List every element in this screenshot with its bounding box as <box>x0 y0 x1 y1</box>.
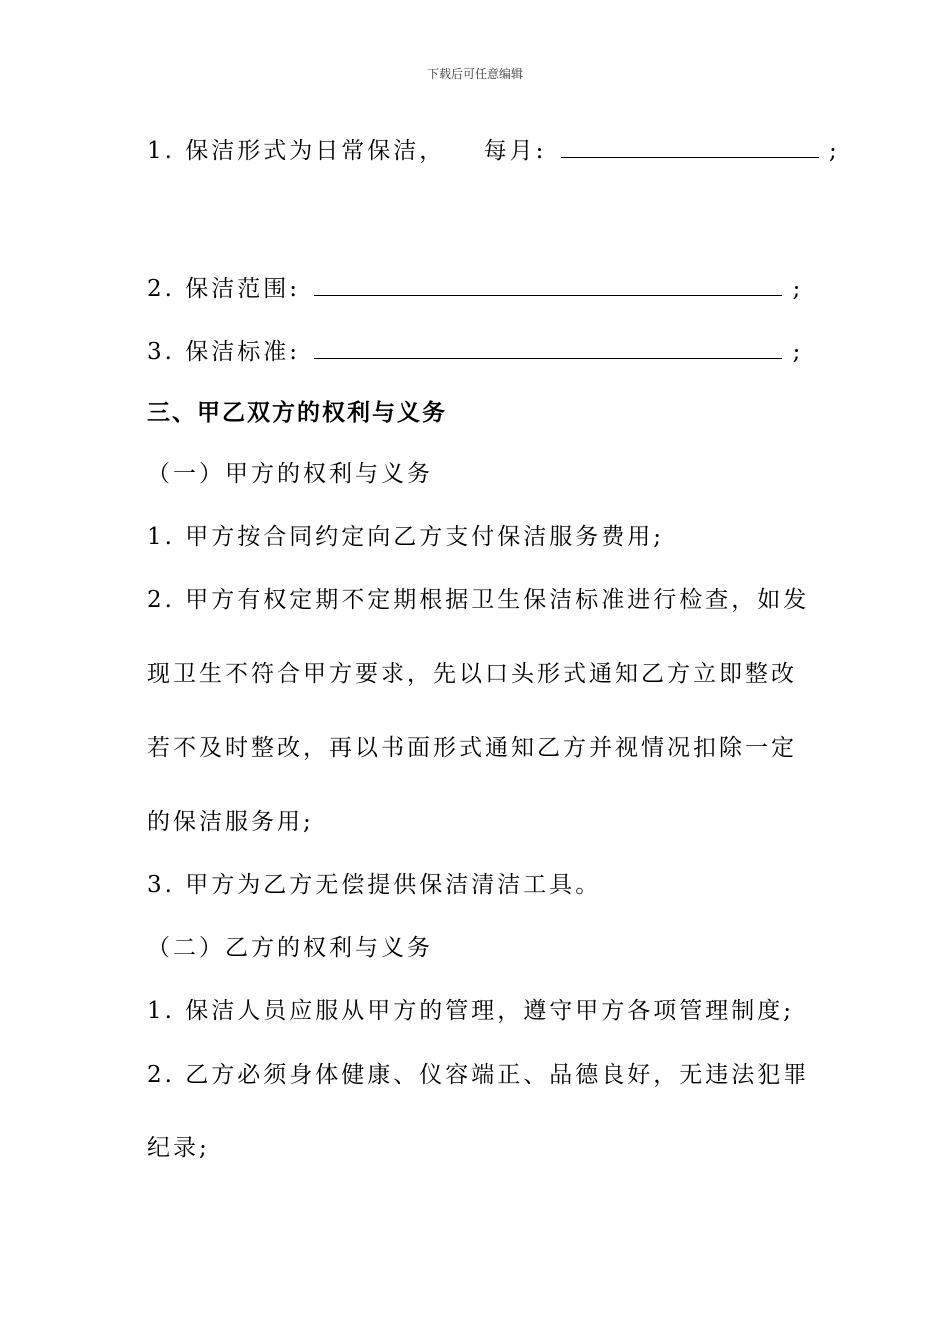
clean-form-end: ; <box>828 138 840 164</box>
party-b-item-2-line-1: 2. 乙方必须身体健康、仪容端正、品德良好，无违法犯罪 <box>147 1062 810 1088</box>
clean-scope-blank <box>314 271 782 296</box>
clean-scope-end: ; <box>792 276 804 302</box>
clean-scope-label: 2. 保洁范围: <box>147 276 301 302</box>
clean-form-label: 1. 保洁形式为日常保洁， <box>147 138 446 164</box>
clean-standard-line <box>147 334 803 369</box>
party-b-item-2-line-2: 纪录; <box>147 1135 210 1161</box>
party-a-item-1: 1. 甲方按合同约定向乙方支付保洁服务费用; <box>147 524 665 550</box>
clean-standard-end: ; <box>792 339 804 365</box>
monthly-label: 每月: <box>483 138 547 164</box>
party-a-item-2-line-2: 现卫生不符合甲方要求，先以口头形式通知乙方立即整改 <box>147 661 797 687</box>
party-a-item-2-line-1: 2. 甲方有权定期不定期根据卫生保洁标准进行检查，如发 <box>147 587 810 613</box>
party-b-heading: （二）乙方的权利与义务 <box>147 935 433 961</box>
clean-standard-label: 3. 保洁标准: <box>147 339 301 365</box>
section-title: 三、甲乙双方的权利与义务 <box>147 399 447 426</box>
monthly-blank <box>561 133 819 158</box>
party-a-item-2-line-3: 若不及时整改，再以书面形式通知乙方并视情况扣除一定 <box>147 735 797 761</box>
clean-standard-blank <box>314 334 782 359</box>
clean-form-line <box>147 133 840 168</box>
party-a-item-2-line-4: 的保洁服务用; <box>147 809 314 835</box>
clean-scope-line <box>147 271 803 306</box>
page-header: 下载后可任意编辑 <box>426 67 523 81</box>
party-a-item-3: 3. 甲方为乙方无偿提供保洁清洁工具。 <box>147 872 602 898</box>
party-a-heading: （一）甲方的权利与义务 <box>147 461 433 487</box>
party-b-item-1: 1. 保洁人员应服从甲方的管理，遵守甲方各项管理制度; <box>147 998 795 1024</box>
